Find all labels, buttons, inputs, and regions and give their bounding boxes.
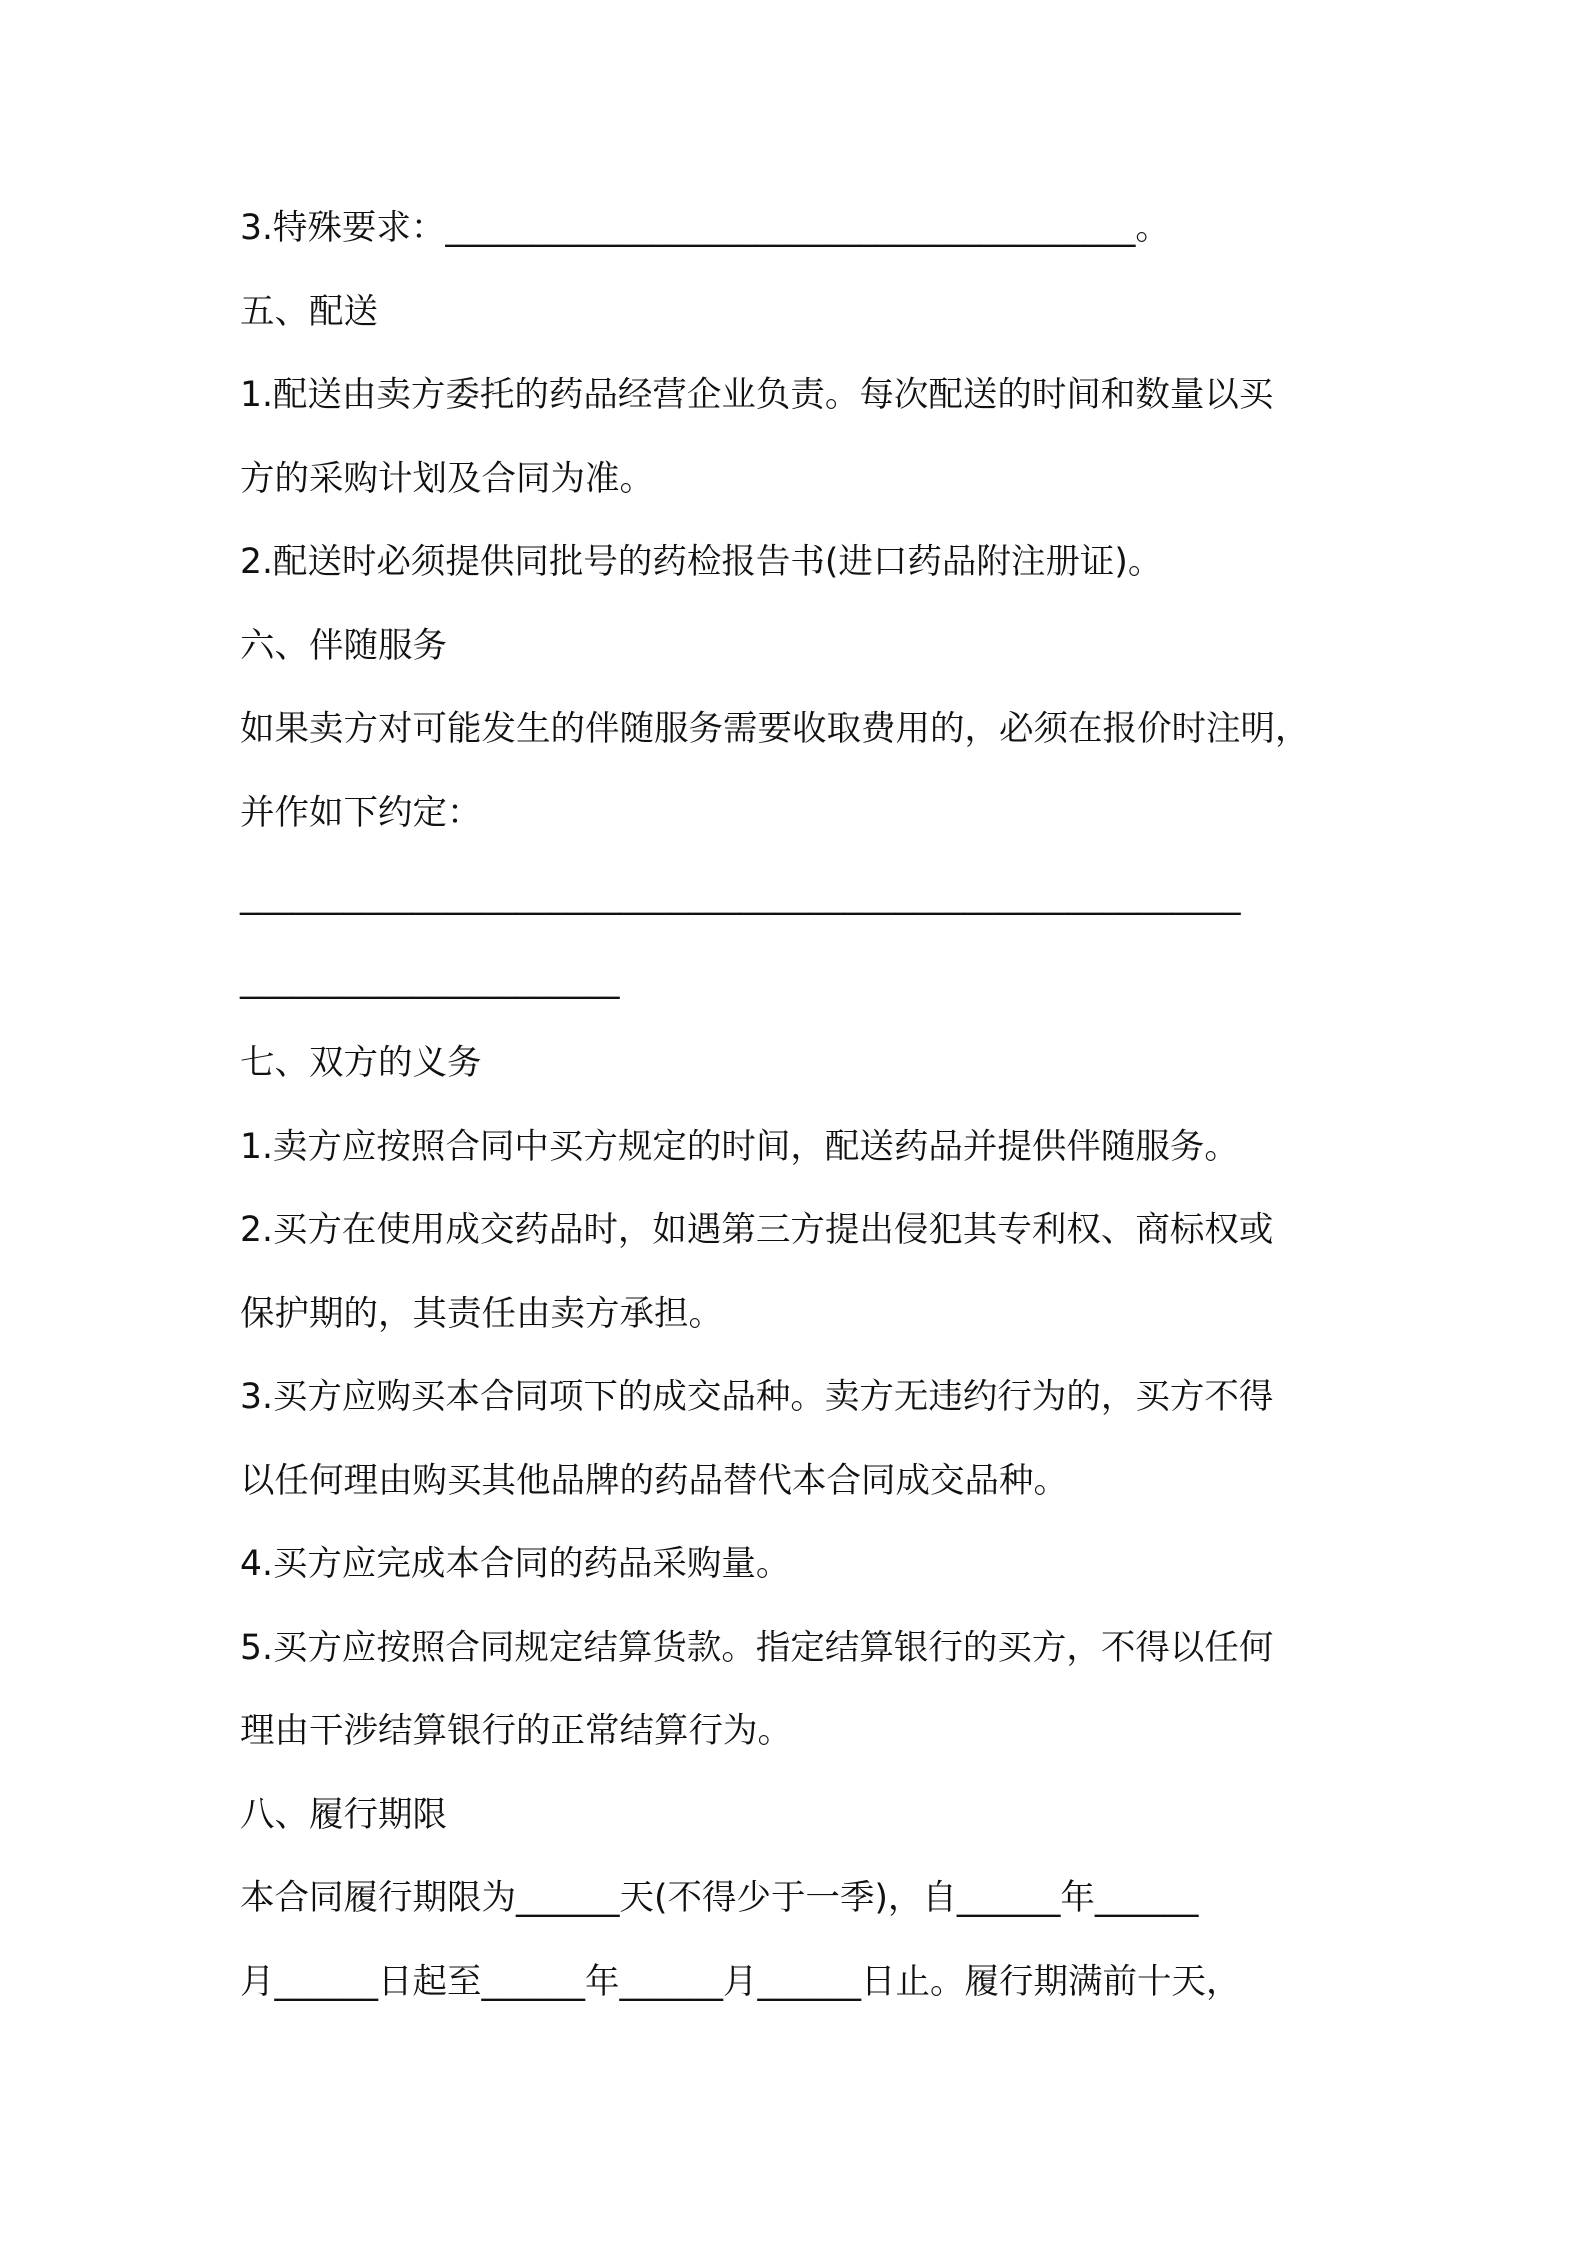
section-heading-delivery: 五、配送 (240, 291, 378, 332)
obligation-1: 1.卖方应按照合同中买方规定的时间，配送药品并提供伴随服务。 (240, 1126, 1239, 1167)
section-heading-accompanying-services: 六、伴随服务 (240, 625, 447, 666)
services-clause-line-2: 并作如下约定： (240, 792, 482, 833)
obligation-2-line-1: 2.买方在使用成交药品时，如遇第三方提出侵犯其专利权、商标权或 (240, 1210, 1274, 1250)
obligation-3-line-1: 3.买方应购买本合同项下的成交品种。卖方无违约行为的，买方不得 (240, 1377, 1274, 1417)
delivery-clause-1-line-1: 1.配送由卖方委托的药品经营企业负责。每次配送的时间和数量以买 (240, 375, 1274, 415)
contract-text (240, 198, 1380, 2035)
performance-period-line-2: 月______日起至______年______月______日止。履行期满前十天， (240, 1961, 1241, 2002)
obligation-3-line-2: 以任何理由购买其他品牌的药品替代本合同成交品种。 (240, 1460, 1068, 1501)
clause-special-requirements: 3.特殊要求：________________________________________。 (240, 208, 1170, 248)
obligation-2-line-2: 保护期的，其责任由卖方承担。 (240, 1293, 723, 1334)
blank-fill-line-2: ______________________ (240, 959, 620, 1000)
delivery-clause-2: 2.配送时必须提供同批号的药检报告书(进口药品附注册证)。 (240, 542, 1163, 582)
obligation-4: 4.买方应完成本合同的药品采购量。 (240, 1544, 791, 1584)
section-heading-performance-period: 八、履行期限 (240, 1794, 447, 1835)
obligation-5-line-2: 理由干涉结算银行的正常结算行为。 (240, 1711, 792, 1751)
obligation-5-line-1: 5.买方应按照合同规定结算货款。指定结算银行的买方，不得以任何 (240, 1627, 1274, 1668)
services-clause-line-1: 如果卖方对可能发生的伴随服务需要收取费用的，必须在报价时注明， (240, 709, 1310, 749)
performance-period-line-1: 本合同履行期限为______天(不得少于一季)，自______年______ (240, 1878, 1199, 1918)
delivery-clause-1-line-2: 方的采购计划及合同为准。 (240, 458, 654, 499)
blank-fill-line-1: __________________________________________________________ (240, 876, 1241, 916)
section-heading-obligations: 七、双方的义务 (240, 1043, 482, 1083)
